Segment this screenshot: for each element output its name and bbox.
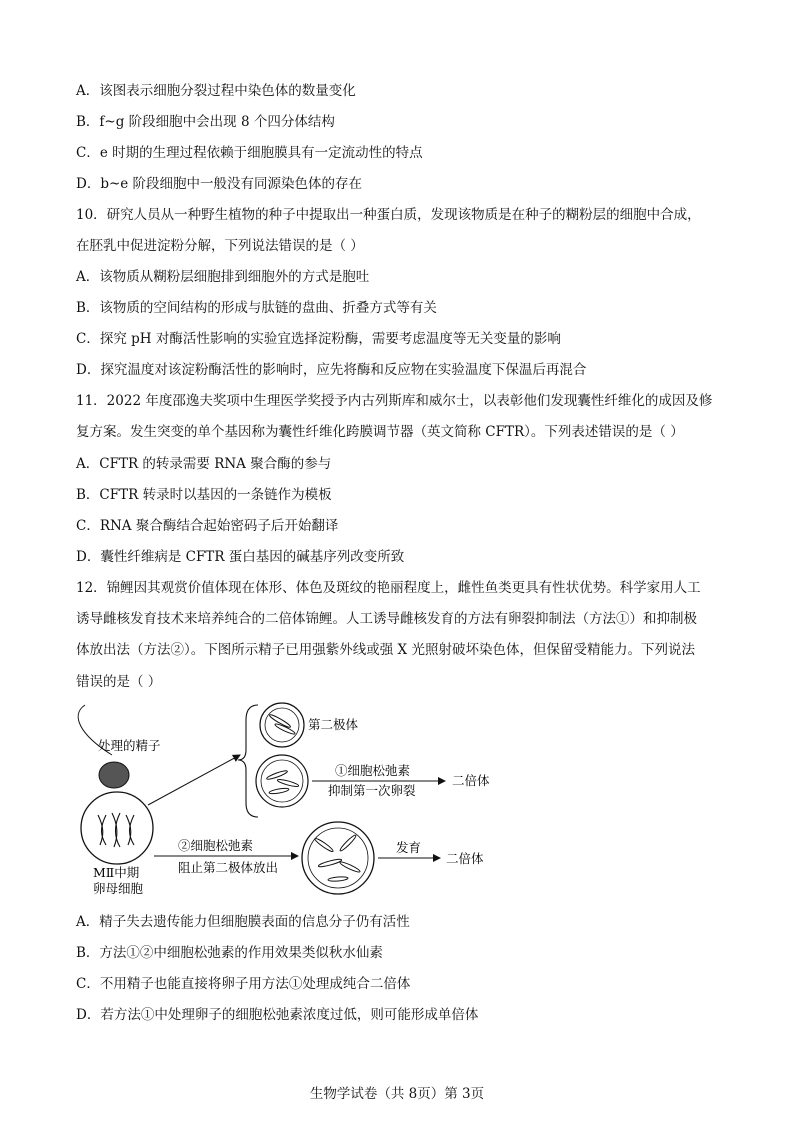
q12-stem-line-2: 诱导雌核发育技术来培养纯合的二倍体锦鲤。人工诱导雌核发育的方法有卵裂抑制法（方法①）和抑制极 — [76, 611, 697, 627]
q9-option-c: C．e 时期的生理过程依赖于细胞膜具有一定流动性的特点 — [76, 145, 423, 161]
q12-option-a: A．精子失去遗传能力但细胞膜表面的信息分子仍有活性 — [76, 914, 410, 930]
method1-cell-icon — [256, 755, 308, 807]
arrow-to-method1 — [148, 755, 240, 805]
q12-option-b: B．方法①②中细胞松弛素的作用效果类似秋水仙素 — [76, 945, 383, 961]
q10-option-a: A．该物质从糊粉层细胞排到细胞外的方式是胞吐 — [76, 269, 370, 285]
gynogenesis-diagram — [60, 695, 620, 895]
q11-option-b: B．CFTR 转录时以基因的一条链作为模板 — [76, 487, 332, 503]
q9-option-b: B．f~g 阶段细胞中会出现 8 个四分体结构 — [76, 114, 335, 130]
q12-option-d: D．若方法①中处理卵子的细胞松弛素浓度过低，则可能形成单倍体 — [76, 1007, 479, 1023]
develop-label: 发育 — [396, 840, 422, 855]
method2-label-1: ②细胞松弛素 — [178, 838, 254, 853]
method2-result: 二倍体 — [446, 851, 484, 866]
sperm-label: 处理的精子 — [98, 738, 161, 753]
egg-label-2: 卵母细胞 — [93, 881, 144, 895]
method1-label-1: ①细胞松弛素 — [335, 763, 411, 778]
q9-option-d: D．b~e 阶段细胞中一般没有同源染色体的存在 — [76, 176, 363, 192]
method2-label-2: 阻止第二极体放出 — [178, 860, 279, 875]
q10-option-b: B．该物质的空间结构的形成与肽链的盘曲、折叠方式等有关 — [76, 300, 437, 316]
method1-result: 二倍体 — [452, 773, 490, 788]
q11-option-d: D．囊性纤维病是 CFTR 蛋白基因的碱基序列改变所致 — [76, 549, 405, 565]
q12-stem-line-1: 12．锦鲤因其观赏价值体现在体形、体色及斑纹的艳丽程度上，雌性鱼类更具有性状优势。科学家用人工 — [76, 580, 701, 596]
q11-option-a: A．CFTR 的转录需要 RNA 聚合酶的参与 — [76, 456, 332, 472]
brace — [238, 705, 258, 817]
q11-stem-line-1: 11．2022 年度邵逸夫奖项中生理医学奖授予内古列斯库和威尔士，以表彰他们发现囊性纤维化的成因及修 — [76, 393, 713, 409]
q12-stem-line-3: 体放出法（方法②）。下图所示精子已用强紫外线或强 X 光照射破坏染色体，但保留受精能力。下列说法 — [76, 642, 695, 658]
egg-label-1: MⅡ中期 — [93, 865, 140, 880]
method2-cell-icon — [302, 822, 374, 894]
q10-option-d: D．探究温度对该淀粉酶活性的影响时，应先将酶和反应物在实验温度下保温后再混合 — [76, 362, 587, 378]
method1-label-2: 抑制第一次卵裂 — [328, 783, 416, 798]
q10-stem-line-2: 在胚乳中促进淀粉分解，下列说法错误的是（ ） — [76, 238, 364, 254]
q11-option-c: C．RNA 聚合酶结合起始密码子后开始翻译 — [76, 518, 339, 534]
q10-stem-line-1: 10．研究人员从一种野生植物的种子中提取出一种蛋白质，发现该物质是在种子的糊粉层的细胞中合成， — [76, 207, 701, 223]
page-footer: 生物学试卷（共 8页）第 3页 — [309, 1086, 485, 1102]
second-polar-body-label: 第二极体 — [308, 717, 359, 732]
q9-option-a: A．该图表示细胞分裂过程中染色体的数量变化 — [76, 83, 356, 99]
q12-stem-line-4: 错误的是（ ） — [76, 674, 162, 690]
q10-option-c: C．探究 pH 对酶活性影响的实验宜选择淀粉酶，需要考虑温度等无关变量的影响 — [76, 331, 561, 347]
q12-option-c: C．不用精子也能直接将卵子用方法①处理成纯合二倍体 — [76, 976, 411, 992]
sperm-head-icon — [99, 762, 129, 788]
q11-stem-line-2: 复方案。发生突变的单个基因称为囊性纤维化跨膜调节器（英文简称 CFTR）。下列表述错误的是（ ） — [76, 424, 684, 440]
